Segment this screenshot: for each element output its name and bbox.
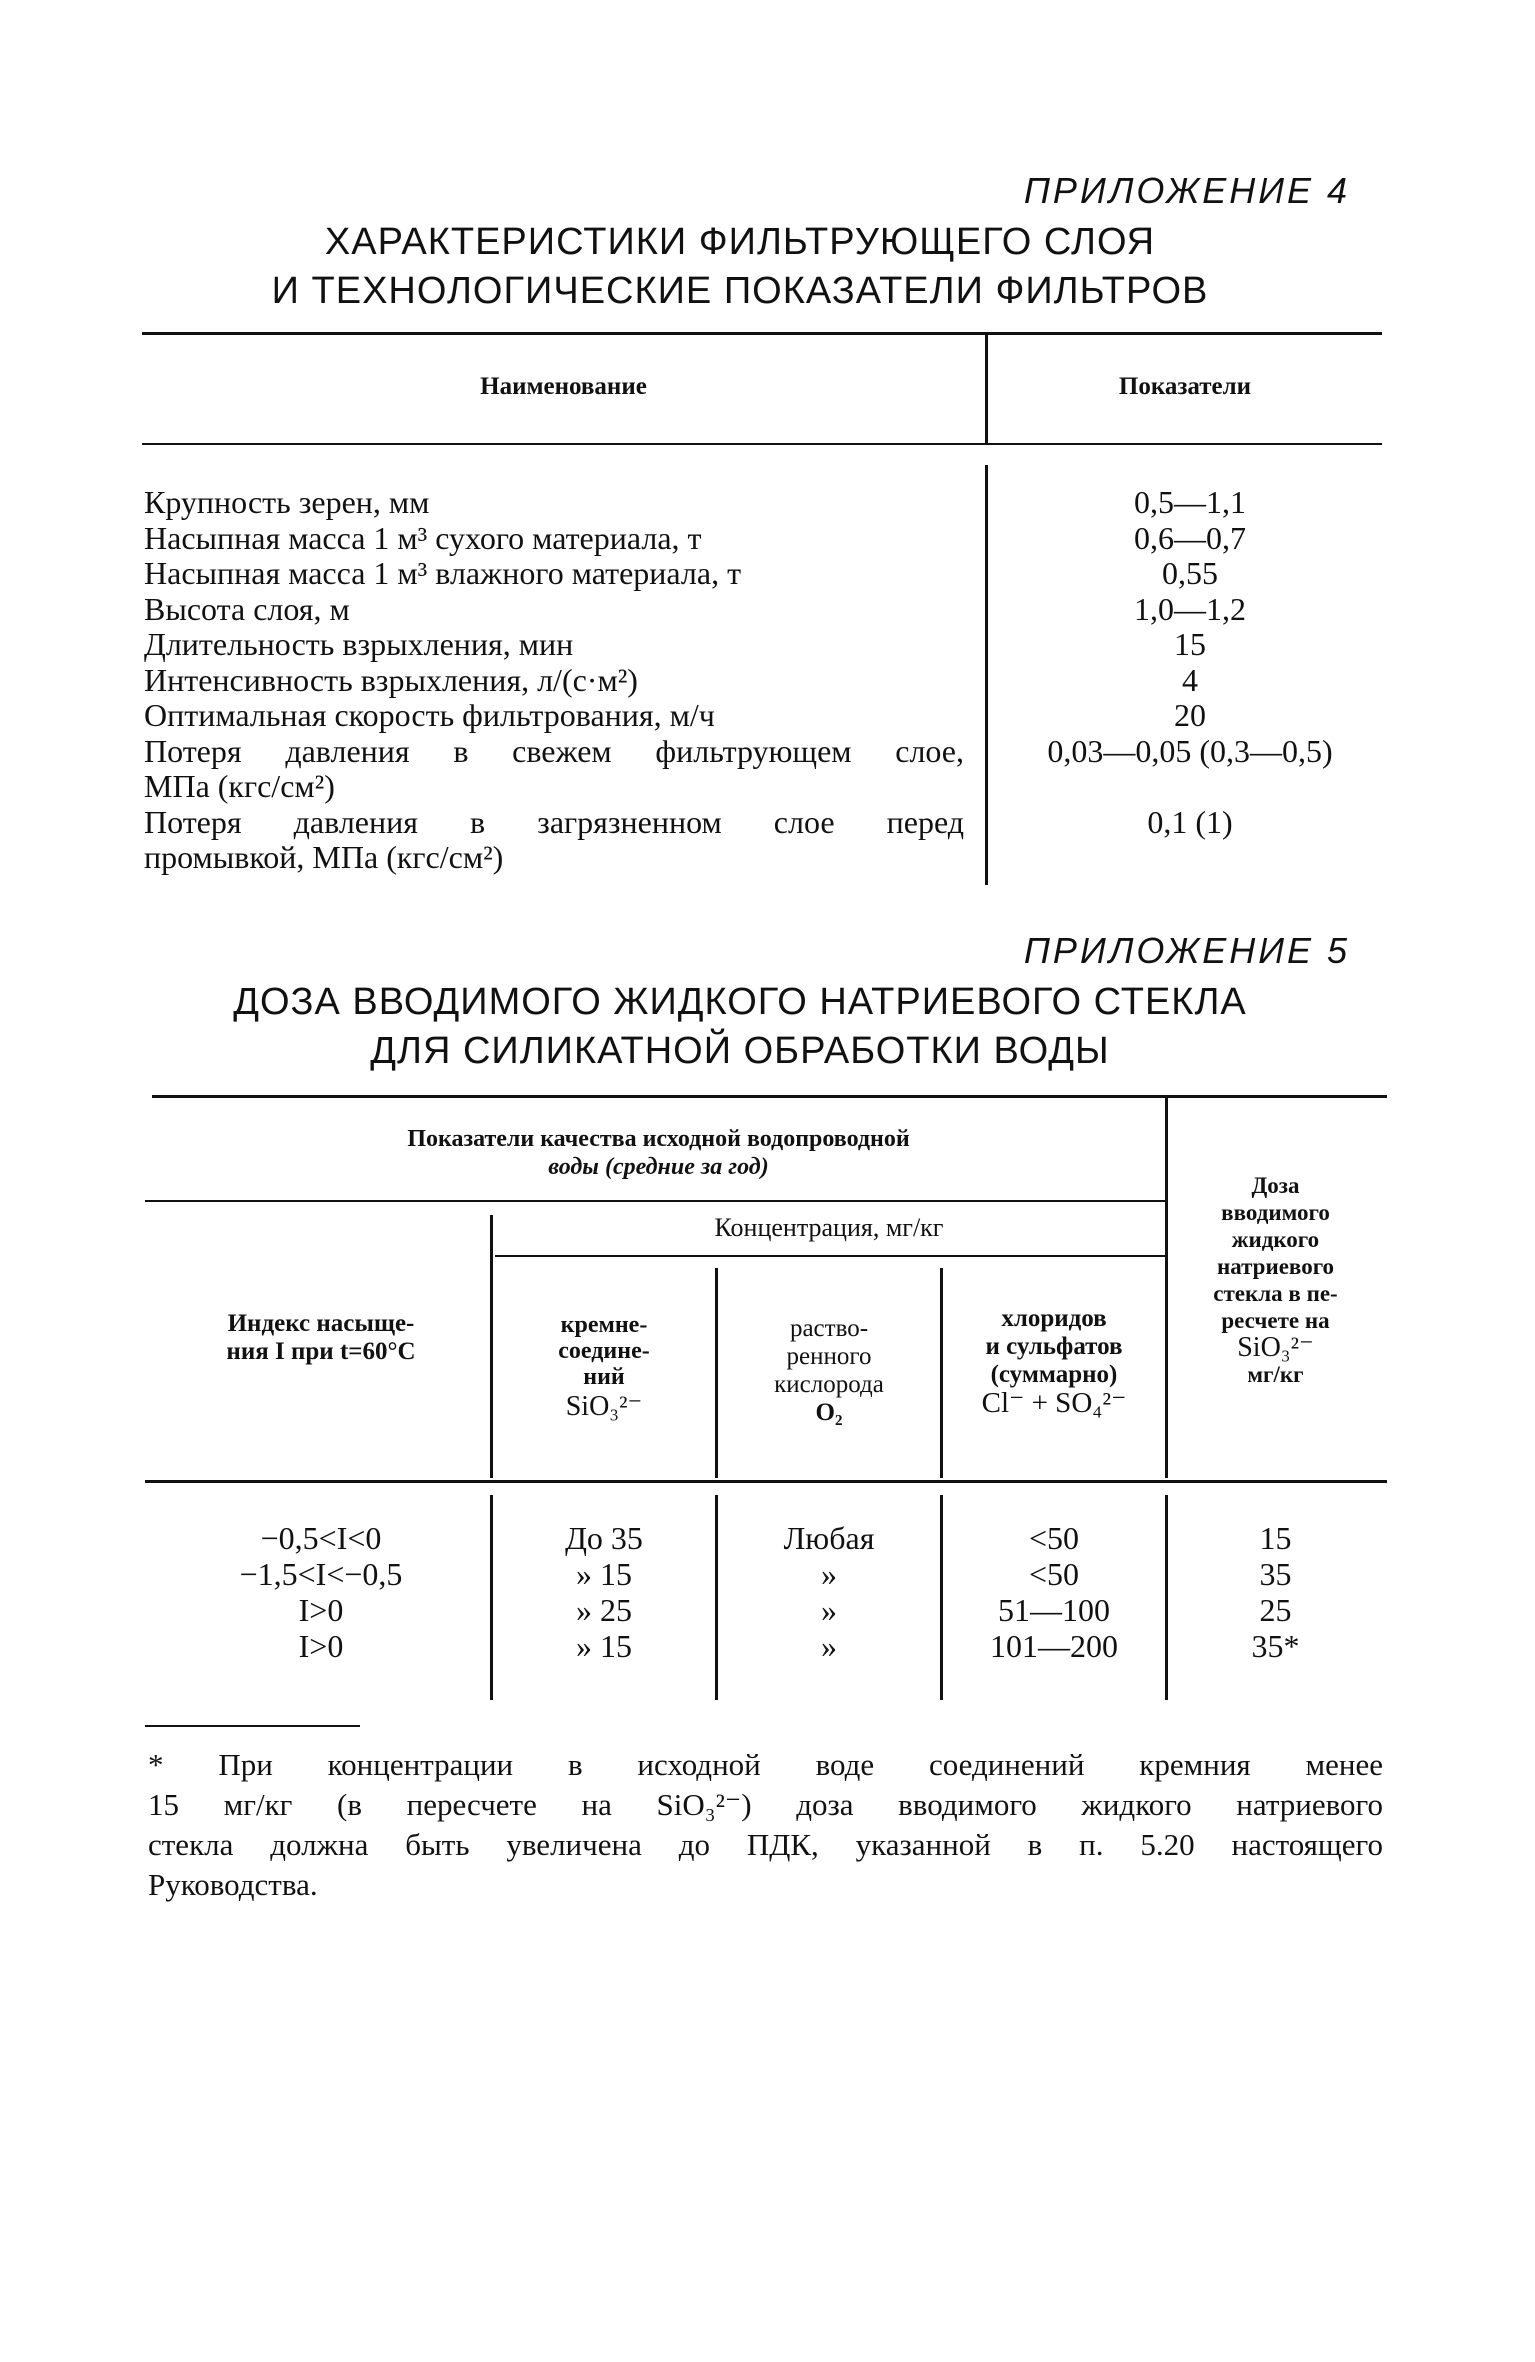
appendix-5-title-line1: ДОЗА ВВОДИМОГО ЖИДКОГО НАТРИЕВОГО СТЕКЛА	[233, 981, 1247, 1023]
row-value: 0,1 (1)	[1147, 803, 1233, 840]
values-column	[990, 485, 1390, 840]
cell-dose: 25	[1259, 1592, 1292, 1628]
row-name: Крупность зерен, мм	[144, 484, 430, 520]
row-value: 0,5—1,1	[1134, 484, 1246, 520]
row-value: 1,0—1,2	[1134, 590, 1246, 627]
appendix-4-label: ПРИЛОЖЕНИЕ 4	[1023, 170, 1350, 211]
cell-oxygen: »	[821, 1628, 837, 1664]
column-index	[152, 1520, 490, 1664]
appendix-5-title	[150, 978, 1330, 1076]
cell-oxygen: »	[821, 1592, 837, 1628]
header-dose: Доза вводимого жидкого натриевого стекла в пе- ресчете на SiO₃²⁻ мг/кг	[1213, 1173, 1338, 1387]
cell-dose: 15	[1259, 1520, 1292, 1556]
column-oxygen	[718, 1520, 940, 1664]
header-chlorides: хлоридов и сульфатов (суммарно) Cl⁻ + SO₄²⁻	[981, 1305, 1127, 1419]
cell-index: I>0	[298, 1628, 344, 1664]
column-dose	[1168, 1520, 1383, 1664]
row-name: Потеря давления в загрязненном слое перед	[144, 803, 964, 840]
header-oxygen: раство- ренного кислорода O₂	[774, 1315, 884, 1426]
row-name: Оптимальная скорость фильтрования, м/ч	[144, 697, 715, 733]
row-value: 0,55	[1162, 555, 1218, 591]
cell-dose: 35*	[1251, 1628, 1300, 1664]
header-name: Наименование	[480, 373, 647, 400]
row-name-cont: промывкой, МПа (кгс/см²)	[144, 839, 504, 875]
appendix-4-title-line1: ХАРАКТЕРИСТИКИ ФИЛЬТРУЮЩЕГО СЛОЯ	[324, 221, 1156, 263]
cell-index: I>0	[298, 1592, 344, 1628]
row-value: 0,6—0,7	[1134, 519, 1246, 556]
cell-chlorides: 51—100	[998, 1592, 1110, 1628]
cell-oxygen: Любая	[783, 1520, 875, 1556]
row-value: 0,03—0,05 (0,3—0,5)	[1047, 732, 1333, 769]
appendix-4-title	[150, 218, 1330, 316]
row-name: Насыпная масса 1 м³ сухого материала, т	[144, 519, 702, 556]
appendix-5-title-line2: ДЛЯ СИЛИКАТНОЙ ОБРАБОТКИ ВОДЫ	[370, 1030, 1110, 1072]
cell-chlorides: <50	[1028, 1556, 1080, 1592]
cell-silicon: » 15	[576, 1628, 632, 1664]
column-chlorides	[943, 1520, 1165, 1664]
row-value: 20	[1174, 697, 1206, 733]
cell-chlorides: 101—200	[990, 1628, 1118, 1664]
appendix-4-title-line2: И ТЕХНОЛОГИЧЕСКИЕ ПОКАЗАТЕЛИ ФИЛЬТРОВ	[271, 270, 1209, 312]
appendix-5-label: ПРИЛОЖЕНИЕ 5	[1023, 930, 1350, 971]
row-value: 15	[1174, 626, 1206, 662]
row-name: Потеря давления в свежем фильтрующем слое,	[144, 732, 964, 769]
cell-index: −0,5<I<0	[260, 1520, 382, 1556]
row-name-cont: МПа (кгс/см²)	[144, 768, 335, 804]
header-value: Показатели	[1118, 373, 1252, 400]
cell-dose: 35	[1259, 1556, 1292, 1592]
row-name: Интенсивность взрыхления, л/(с·м²)	[144, 661, 638, 698]
header-index: Индекс насыще- ния I при t=60°С	[226, 1310, 416, 1365]
footnote: * При концентрации в исходной воде соединений кремния менее 15 мг/кг (в пересчете на SiO₃²⁻) доза вводимого жидкого натриевого стекла должна быть увеличена до ПДК, указанной в п. 5.20 настоящего Руководства.	[148, 1747, 1383, 1902]
row-name: Высота слоя, м	[144, 590, 350, 627]
column-silicon	[493, 1520, 715, 1664]
cell-chlorides: <50	[1028, 1520, 1080, 1556]
row-name: Длительность взрыхления, мин	[144, 626, 574, 662]
header-silicon: кремне- соедине- ний SiO₃²⁻	[558, 1312, 650, 1422]
footnote-rule	[145, 1725, 360, 1727]
row-name: Насыпная масса 1 м³ влажного материала, т	[144, 555, 742, 591]
header-quality: Показатели качества исходной водопроводной воды (средние за год)	[407, 1126, 910, 1180]
cell-index: −1,5<I<−0,5	[239, 1556, 403, 1592]
cell-silicon: » 15	[576, 1556, 632, 1592]
header-concentration: Концентрация, мг/кг	[714, 1213, 944, 1242]
cell-silicon: » 25	[576, 1592, 632, 1628]
cell-silicon: До 35	[565, 1520, 643, 1556]
cell-oxygen: »	[821, 1556, 837, 1592]
row-value: 4	[1182, 661, 1198, 698]
table-row	[144, 485, 964, 876]
